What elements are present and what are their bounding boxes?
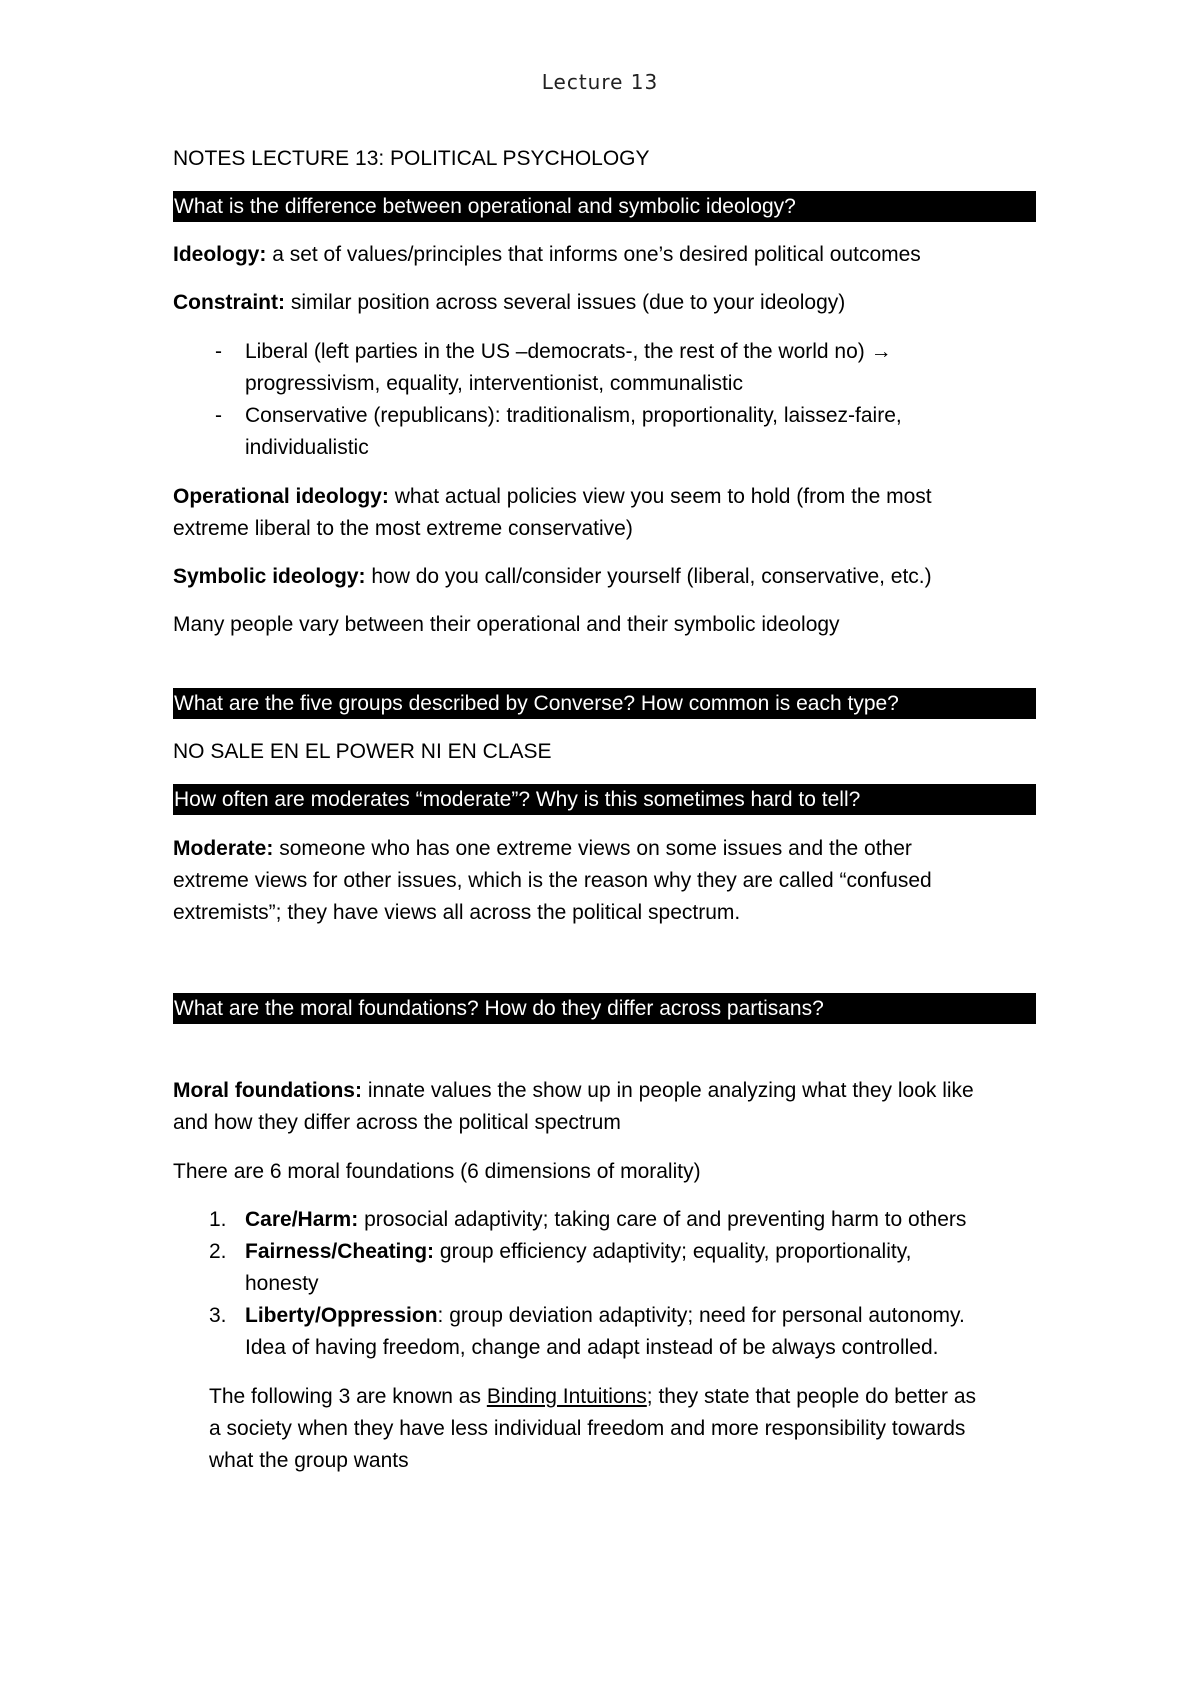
bullet-marker: - [215,404,222,427]
moral-definition [173,1075,1035,1107]
binding-text: what the group wants [209,1449,409,1472]
binding-pre: The following 3 are known as [209,1385,481,1408]
list-def: : group deviation adaptivity; need for personal autonomy. [437,1304,965,1327]
list-text: honesty [245,1272,319,1295]
page-header: Lecture 13 [541,70,659,94]
moral-term: Moral foundations: [173,1079,362,1102]
operational-text: what actual policies view you seem to hold (from the most [394,485,932,508]
bullet-text-line: progressivism, equality, interventionist, communalistic [245,372,743,395]
ideology-definition [173,239,1035,271]
moderate-text: someone who has one extreme views on some issues and the other [279,837,912,860]
question-heading-1: What is the difference between operational and symbolic ideology? [173,191,1036,222]
list-text [245,1300,965,1332]
constraint-text: similar position across several issues (due to your ideology) [290,291,846,314]
operational-definition [173,481,1035,513]
paragraph-no-sale: NO SALE EN EL POWER NI EN CLASE [173,740,552,763]
bullet-marker: - [215,340,222,363]
operational-term: Operational ideology: [173,485,389,508]
symbolic-term: Symbolic ideology: [173,565,366,588]
document-title: NOTES LECTURE 13: POLITICAL PSYCHOLOGY [173,147,650,170]
ideology-term: Ideology: [173,243,267,266]
list-term: Fairness/Cheating: [245,1240,435,1263]
binding-text: a society when they have less individual freedom and more responsibility towards [209,1417,966,1440]
list-text [245,1204,966,1236]
moderate-definition [173,833,1035,865]
binding-text [209,1381,976,1413]
bullet-text-line: Liberal (left parties in the US –democrats-, the rest of the world no) → [245,340,892,363]
binding-post: ; they state that people do better as [646,1385,977,1408]
moderate-term: Moderate: [173,837,274,860]
list-term: Liberty/Oppression [245,1304,438,1327]
symbolic-definition [173,561,1035,593]
question-heading-3: How often are moderates “moderate”? Why is this sometimes hard to tell? [173,784,1036,815]
paragraph-many-people: Many people vary between their operational and their symbolic ideology [173,613,840,636]
list-number: 2. [209,1240,227,1263]
paragraph-six-foundations: There are 6 moral foundations (6 dimensions of morality) [173,1160,701,1183]
moral-text: innate values the show up in people analyzing what they look like [367,1079,974,1102]
constraint-term: Constraint: [173,291,285,314]
symbolic-text: how do you call/consider yourself (liberal, conservative, etc.) [371,565,932,588]
list-text [245,1236,912,1268]
binding-intuitions-term: Binding Intuitions [486,1385,647,1408]
constraint-definition [173,287,1035,319]
operational-definition-cont: extreme liberal to the most extreme conservative) [173,517,633,540]
bullet-text-line: individualistic [245,436,369,459]
bullet-text-line: Conservative (republicans): traditionalism, proportionality, laissez-faire, [245,404,902,427]
list-number: 1. [209,1208,227,1231]
list-def: prosocial adaptivity; taking care of and preventing harm to others [364,1208,967,1231]
ideology-text: a set of values/principles that informs one’s desired political outcomes [272,243,921,266]
moral-definition-cont: and how they differ across the political spectrum [173,1111,621,1134]
question-heading-2: What are the five groups described by Converse? How common is each type? [173,688,1036,719]
moderate-definition-cont: extremists”; they have views all across the political spectrum. [173,901,741,924]
moderate-definition-cont: extreme views for other issues, which is the reason why they are called “confused [173,869,932,892]
list-number: 3. [209,1304,227,1327]
question-heading-4: What are the moral foundations? How do they differ across partisans? [173,993,1036,1024]
list-term: Care/Harm: [245,1208,359,1231]
list-text: Idea of having freedom, change and adapt instead of be always controlled. [245,1336,939,1359]
list-def: group efficiency adaptivity; equality, proportionality, [439,1240,912,1263]
